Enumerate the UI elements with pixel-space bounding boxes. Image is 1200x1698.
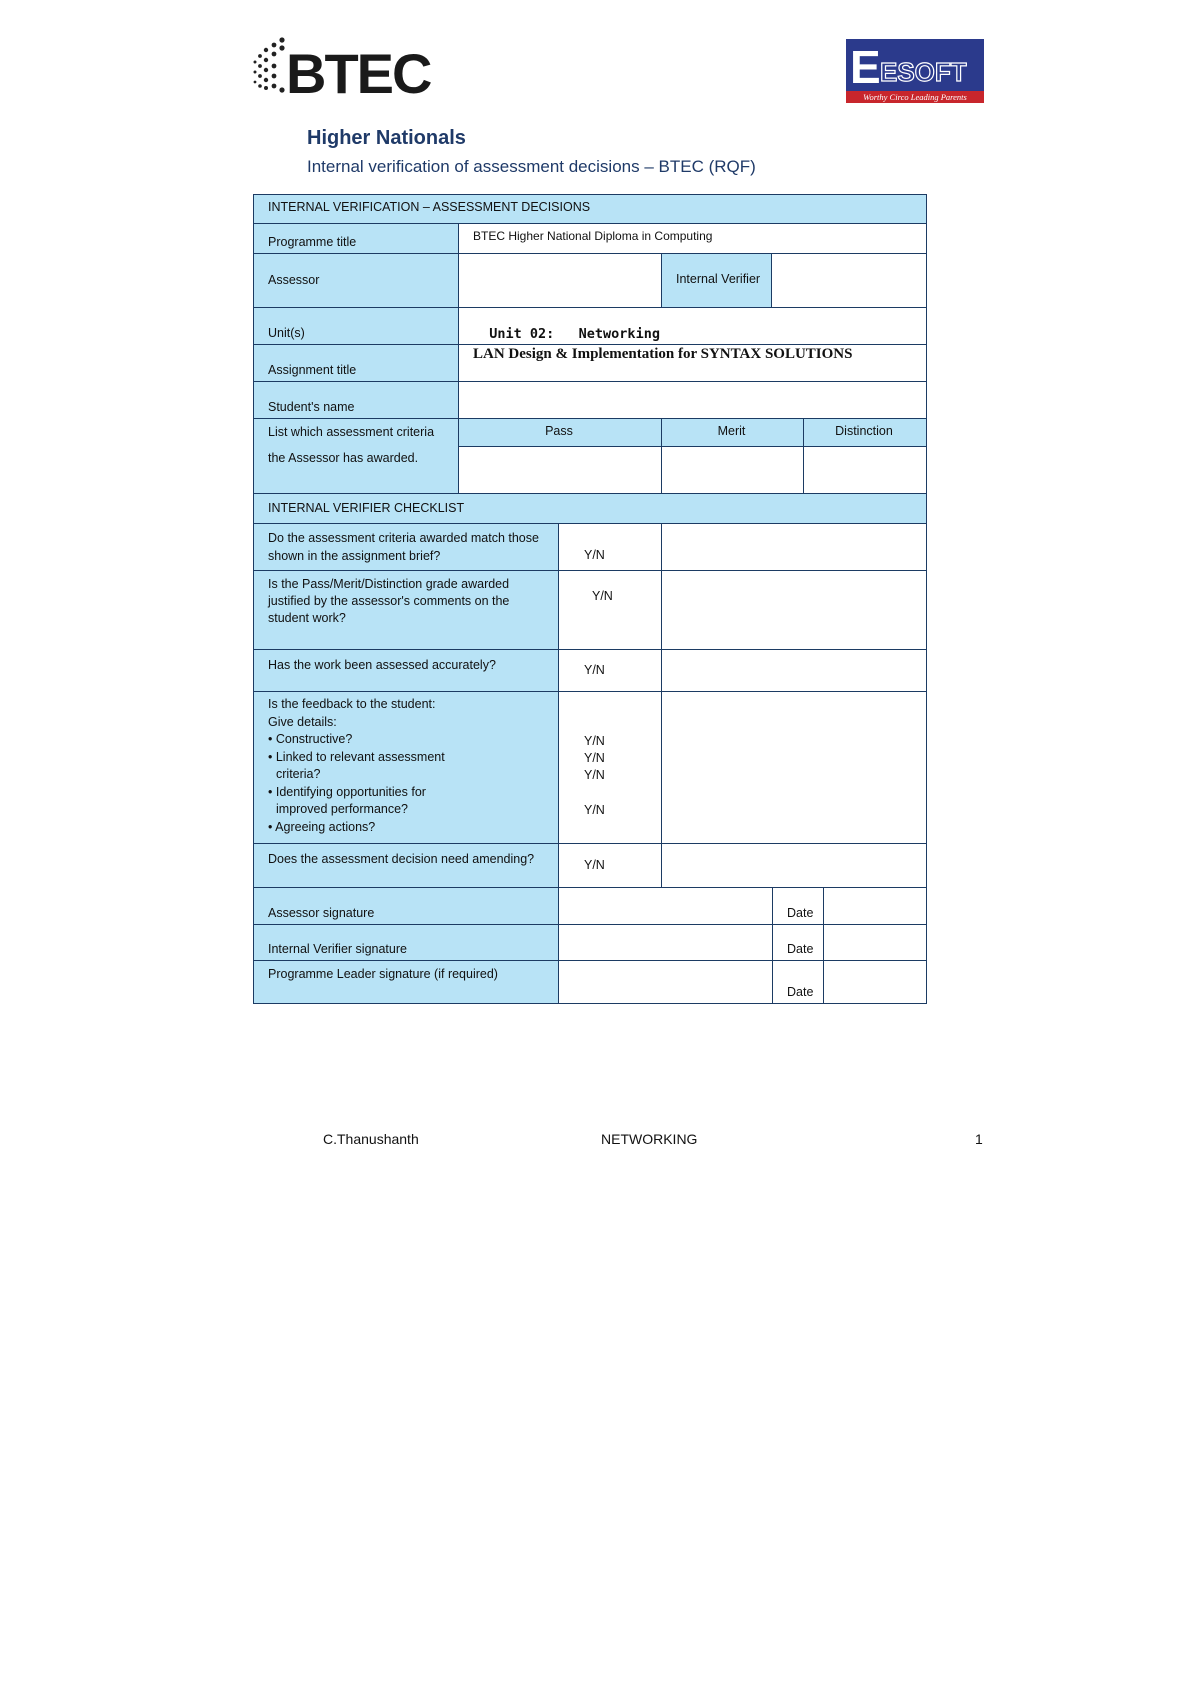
- feedback-linked: • Linked to relevant assessment: [268, 749, 445, 764]
- verifier-date-field[interactable]: [823, 924, 927, 961]
- units-field[interactable]: [458, 307, 927, 345]
- checklist-q2-yn[interactable]: Y/N: [558, 570, 662, 650]
- feedback-constructive: • Constructive?: [268, 732, 353, 746]
- section-verifier-checklist: INTERNAL VERIFIER CHECKLIST: [253, 493, 927, 524]
- checklist-q5-comment[interactable]: [661, 843, 927, 888]
- verifier-signature-field[interactable]: [558, 924, 773, 961]
- checklist-q1-yn[interactable]: Y/N: [558, 523, 662, 571]
- internal-verifier-field[interactable]: [771, 253, 927, 308]
- checklist-q4-yn[interactable]: Y/N Y/N Y/N Y/N: [558, 691, 662, 844]
- checklist-q5-yn[interactable]: Y/N: [558, 843, 662, 888]
- checklist-q2-comment[interactable]: [661, 570, 927, 650]
- assessor-signature-field[interactable]: [558, 887, 773, 925]
- pass-criteria-field[interactable]: [458, 446, 662, 494]
- verifier-date-label: Date: [772, 924, 824, 961]
- checklist-q2: Is the Pass/Merit/Distinction grade awarded justified by the assessor's comments on the student work?: [253, 570, 559, 650]
- units-label: Unit(s): [253, 307, 459, 345]
- programme-title-value: BTEC Higher National Diploma in Computing: [473, 229, 713, 243]
- btec-logo-text: BTEC: [286, 42, 431, 102]
- footer-author: C.Thanushanth: [323, 1131, 419, 1147]
- assessor-date-field[interactable]: [823, 887, 927, 925]
- leader-signature-field[interactable]: [558, 960, 773, 1004]
- grade-header-distinction: Distinction: [803, 418, 927, 447]
- feedback-opportunities: • Identifying opportunities for: [268, 784, 426, 799]
- assessor-label: Assessor: [253, 253, 459, 308]
- distinction-criteria-field[interactable]: [803, 446, 927, 494]
- page-title: Higher Nationals: [307, 127, 466, 149]
- criteria-label: List which assessment criteria the Assessor has awarded.: [253, 418, 459, 494]
- footer-page-number: 1: [975, 1131, 983, 1147]
- checklist-q4-comment[interactable]: [661, 691, 927, 844]
- esoft-logo-text: ESOFT: [880, 57, 967, 87]
- checklist-q5: Does the assessment decision need amending?: [253, 843, 559, 888]
- checklist-q1: Do the assessment criteria awarded match those shown in the assignment brief?: [253, 523, 559, 571]
- student-name-label: Student's name: [253, 381, 459, 419]
- checklist-q1-comment[interactable]: [661, 523, 927, 571]
- feedback-agreeing: • Agreeing actions?: [268, 819, 376, 834]
- assessor-date-label: Date: [772, 887, 824, 925]
- svg-text:E: E: [850, 41, 881, 93]
- internal-verifier-label: Internal Verifier: [661, 253, 772, 308]
- esoft-logo: [846, 39, 984, 103]
- grade-header-merit: Merit: [661, 418, 804, 447]
- student-name-field[interactable]: [458, 381, 927, 419]
- programme-title-field[interactable]: [458, 223, 927, 254]
- section-internal-verification: [253, 194, 927, 224]
- assignment-title-label: Assignment title: [253, 344, 459, 382]
- verifier-signature-label: Internal Verifier signature: [253, 924, 559, 961]
- programme-title-label: Programme title: [253, 223, 459, 254]
- leader-date-label: Date: [772, 960, 824, 1004]
- assignment-title-field[interactable]: [458, 344, 927, 382]
- assessor-signature-label: Assessor signature: [253, 887, 559, 925]
- assessor-field[interactable]: [458, 253, 662, 308]
- btec-logo: [252, 36, 432, 102]
- leader-date-field[interactable]: [823, 960, 927, 1004]
- footer-subject: NETWORKING: [601, 1131, 698, 1147]
- units-value: Unit 02: Networking: [489, 326, 660, 342]
- esoft-tagline: Worthy Circo Leading Parents: [863, 92, 967, 102]
- checklist-q3: Has the work been assessed accurately?: [253, 649, 559, 692]
- section-title: INTERNAL VERIFICATION – ASSESSMENT DECISIONS: [268, 200, 591, 214]
- leader-signature-label: Programme Leader signature (if required): [253, 960, 559, 1004]
- page-subtitle: Internal verification of assessment decisions – BTEC (RQF): [307, 157, 756, 176]
- checklist-q3-comment[interactable]: [661, 649, 927, 692]
- checklist-q3-yn[interactable]: Y/N: [558, 649, 662, 692]
- checklist-q4: Is the feedback to the student: Give details: • Constructive? • Linked to relevant assessment criteria? • Identifying opportunities for improved performance? • Agreeing actions?: [253, 691, 559, 844]
- assignment-title-value: LAN Design & Implementation for SYNTAX SOLUTIONS: [473, 346, 853, 362]
- merit-criteria-field[interactable]: [661, 446, 804, 494]
- grade-header-pass: Pass: [458, 418, 662, 447]
